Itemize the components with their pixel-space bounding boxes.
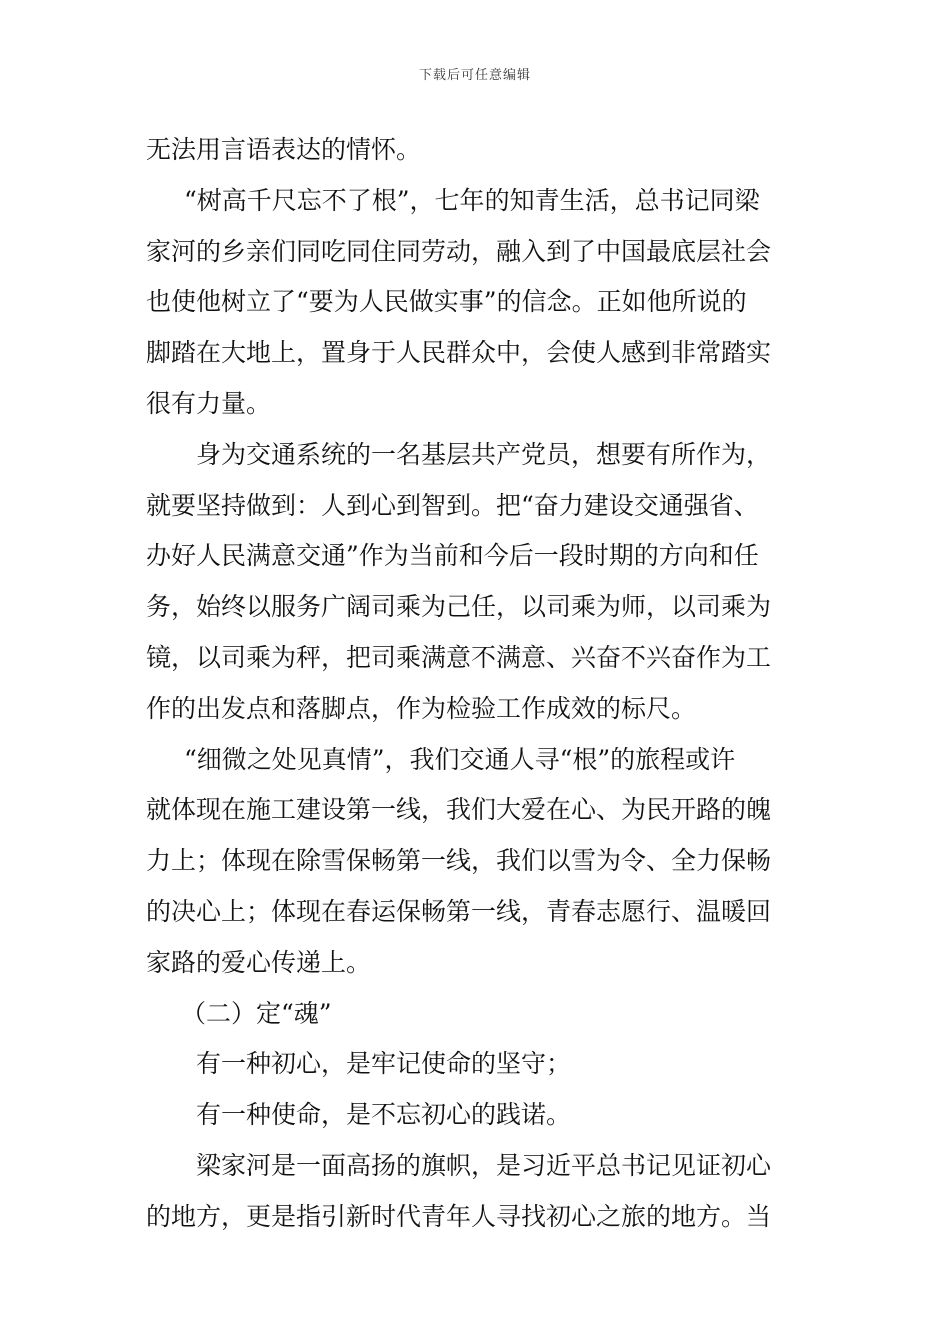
text-line: 务，始终以服务广阔司乘为己任，以司乘为师，以司乘为 <box>146 592 772 622</box>
text-line: 脚踏在大地上，置身于人民群众中，会使人感到非常踏实 <box>146 338 772 368</box>
text-line: 家河的乡亲们同吃同住同劳动，融入到了中国最底层社会 <box>146 236 772 266</box>
paragraph-start: 梁家河是一面高扬的旗帜，是习近平总书记见证初心 <box>196 1150 772 1180</box>
text-line: 很有力量。 <box>146 388 272 418</box>
document-body <box>146 125 806 1243</box>
section-heading: （二）定“魂” <box>181 998 332 1028</box>
text-line: 镜，以司乘为秤，把司乘满意不满意、兴奋不兴奋作为工 <box>146 642 772 672</box>
text-line: 作的出发点和落脚点，作为检验工作成效的标尺。 <box>146 693 697 723</box>
text-line: 力上；体现在除雪保畅第一线，我们以雪为令、全力保畅 <box>146 846 772 876</box>
text-line: 家路的爱心传递上。 <box>146 947 372 977</box>
text-line: 办好人民满意交通”作为当前和今后一段时期的方向和任 <box>146 541 759 571</box>
paragraph-start: 有一种初心，是牢记使命的坚守； <box>196 1049 572 1079</box>
paragraph-start: “树高千尺忘不了根”，七年的知青生活，总书记同梁 <box>184 185 760 215</box>
paragraph-start: “细微之处见真情”，我们交通人寻“根”的旅程或许 <box>184 744 736 774</box>
page-header: 下载后可任意编辑 <box>418 68 531 83</box>
text-line: 就体现在施工建设第一线，我们大爱在心、为民开路的魄 <box>146 795 772 825</box>
paragraph-start: 有一种使命，是不忘初心的践诺。 <box>196 1100 572 1130</box>
text-line: 无法用言语表达的情怀。 <box>146 135 422 164</box>
text-line: 就要坚持做到：人到心到智到。把“奋力建设交通强省、 <box>146 490 759 520</box>
text-line: 的地方，更是指引新时代青年人寻找初心之旅的地方。当 <box>146 1201 772 1231</box>
text-line: 也使他树立了“要为人民做实事”的信念。正如他所说的 <box>146 287 747 317</box>
paragraph-start: 身为交通系统的一名基层共产党员，想要有所作为， <box>196 439 772 469</box>
text-line: 的决心上；体现在春运保畅第一线，青春志愿行、温暖回 <box>146 896 772 926</box>
